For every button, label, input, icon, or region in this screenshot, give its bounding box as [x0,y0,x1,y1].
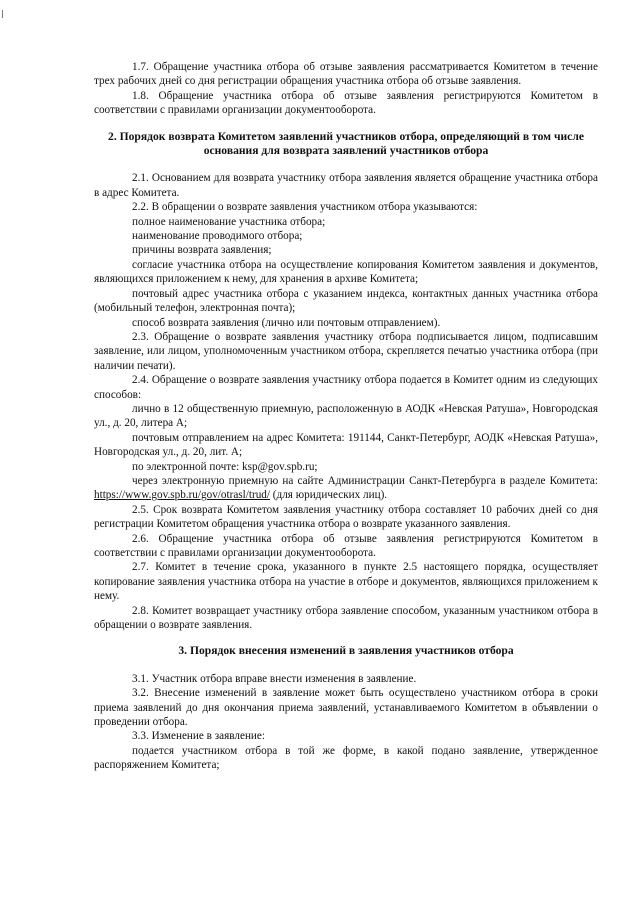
list-item-postal-address: почтовый адрес участника отбора с указанием индекса, контактных данных участника отбора (мобильный телефон, электронная почта); [94,287,598,315]
paragraph-2-7: 2.7. Комитет в течение срока, указанного в пункте 2.5 настоящего порядка, осуществляет копирование заявления участника отбора на участие в отборе и документов, являющихся приложением к нему. [94,561,598,603]
way-web [94,474,598,503]
paragraph-3-1: 3.1. Участник отбора вправе внести изменения в заявление. [132,672,417,685]
committee-site-link[interactable]: https://www.gov.spb.ru/gov/otrasl/trud/ [94,489,270,502]
paragraph-2-8: 2.8. Комитет возвращает участнику отбора заявление способом, указанным участником отбора в обращении о возврате заявления. [94,604,598,632]
paragraph-3-3-item-1: подается участником отбора в той же форме, в какой подано заявление, утвержденное распоряжением Комитета; [94,744,598,772]
paragraph-2-4: 2.4. Обращение о возврате заявления участнику отбора подается в Комитет одним из следующих способов: [94,374,598,401]
way-web-text: через электронную приемную на сайте Администрации Санкт-Петербурга в разделе Комитета: [132,474,598,487]
paragraph-2-5: 2.5. Срок возврата Комитетом заявления участнику отбора составляет 10 рабочих дней со дня регистрации Комитетом обращения участника отбора о возврате указанного заявления. [94,503,598,531]
paragraph-2-6: 2.6. Обращение участника отбора об отзыве заявления регистрируются Комитетом в соответствии с правилами организации документооборота. [94,532,598,559]
list-item-full-name: полное наименование участника отбора; [132,215,326,228]
list-item-return-method: способ возврата заявления (лично или почтовым отправлением). [132,316,441,329]
paragraph-2-3: 2.3. Обращение о возврате заявления участнику отбора подписывается лицом, подписавшим заявление, или лицом, уполномоченным участником отбора, скрепляется печатью участника отбора (при наличии печати). [94,330,598,372]
way-post: почтовым отправлением на адрес Комитета: 191144, Санкт-Петербург, АОДК «Невская Ратуша», Новгородская ул., д. 20, лит. А; [94,431,598,459]
paragraph-1-8: 1.8. Обращение участника отбора об отзыве заявления регистрируются Комитетом в соответствии с правилами организации документооборота. [94,89,598,117]
way-web-suffix: (для юридических лиц). [270,489,388,502]
document-page [94,60,598,773]
paragraph-2-1: 2.1. Основанием для возврата участнику отбора заявления является обращение участника отбора в адрес Комитета. [94,172,598,199]
section-2-heading: 2. Порядок возврата Комитетом заявлений участников отбора, определяющий в том числе основания для возврата заявлений участников отбора [108,129,584,158]
list-item-copy-consent: согласие участника отбора на осуществление копирования Комитетом заявления и документов, являющихся приложением к нему, для хранения в архиве Комитета; [94,258,598,286]
section-3-heading: 3. Порядок внесения изменений в заявления участников отбора [178,644,514,658]
paragraph-1-7: 1.7. Обращение участника отбора об отзыве заявления рассматривается Комитетом в течение трех рабочих дней со дня регистрации обращения участника отбора об отзыве заявления. [94,61,598,88]
way-personal: лично в 12 общественную приемную, расположенную в АОДК «Невская Ратуша», Новгородская ул., д. 20, литера А; [94,402,598,430]
way-email: по электронной почте: ksp@gov.spb.ru; [132,460,318,473]
paragraph-3-2: 3.2. Внесение изменений в заявление может быть осуществлено участником отбора в сроки приема заявлений до дня окончания приема заявлений, устанавливаемого Комитетом в объявлении о проведении отбора. [94,687,598,729]
list-item-selection-name: наименование проводимого отбора; [132,230,303,243]
paragraph-2-2: 2.2. В обращении о возврате заявления участником отбора указываются: [132,201,478,214]
list-item-return-reasons: причины возврата заявления; [132,244,272,257]
paragraph-3-3: 3.3. Изменение в заявление: [132,730,265,743]
scan-edge-mark [2,10,3,18]
